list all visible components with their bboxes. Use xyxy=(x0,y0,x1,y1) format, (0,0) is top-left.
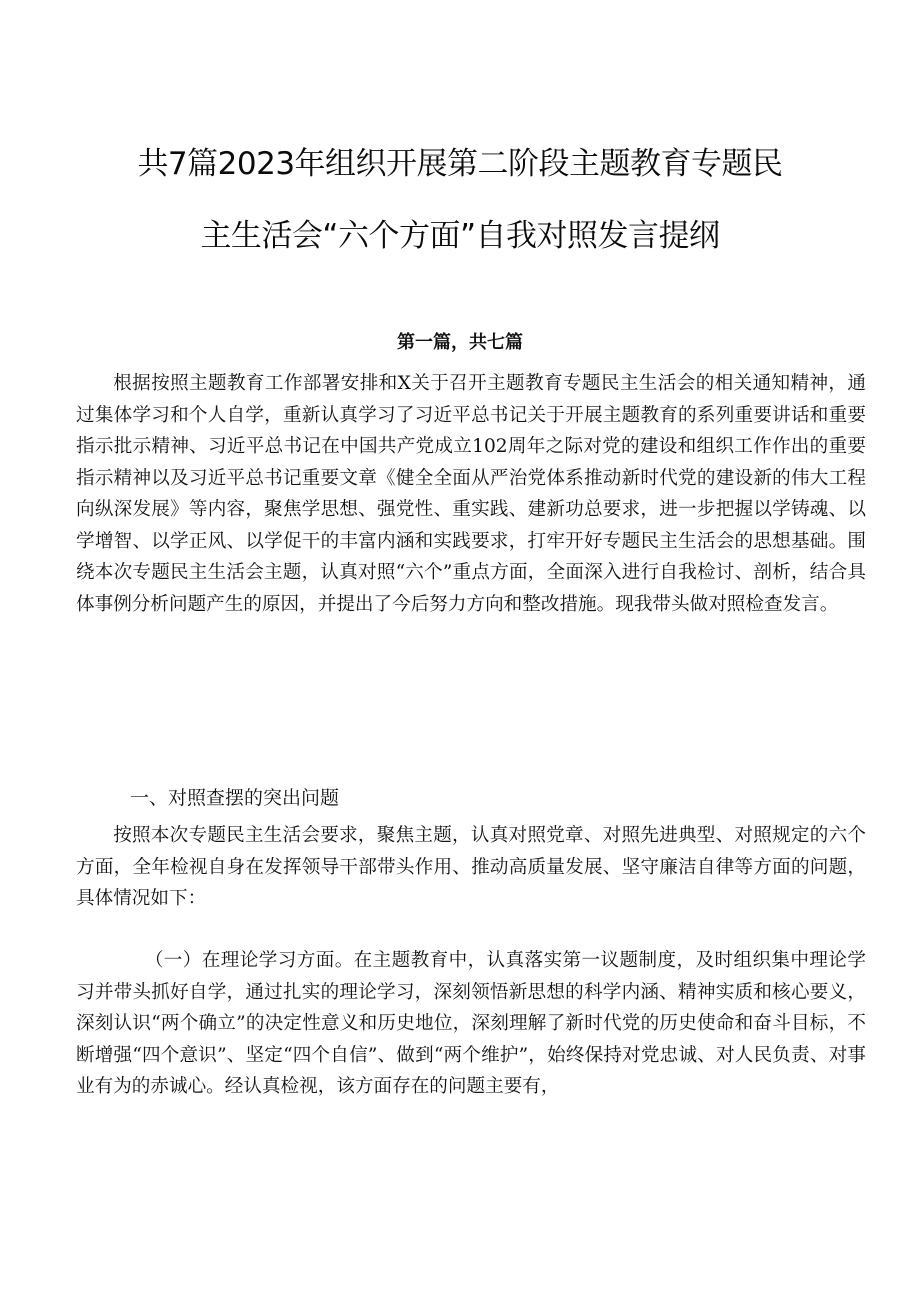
paragraph-intro-block xyxy=(76,368,866,620)
document-title-line-2: 主生活会“六个方面”自我对照发言提纲 xyxy=(200,218,720,254)
paragraph-requirements: 按照本次专题民主生活会要求，聚焦主题，认真对照党章、对照先进典型、对照规定的六个方面，全年检视自身在发挥领导干部带头作用、推动高质量发展、坚守廉洁自律等方面的问题，具体情况如下： xyxy=(76,825,866,909)
paragraph-requirements-block xyxy=(76,820,866,915)
paragraph-theory-study: （一）在理论学习方面。在主题教育中，认真落实第一议题制度，及时组织集中理论学习并带头抓好自学，通过扎实的理论学习，深刻领悟新思想的科学内涵、精神实质和核心要义，深刻认识“两个确立”的决定性意义和历史地位，深刻理解了新时代党的历史使命和奋斗目标，不断增强“四个意识”、坚定“四个自信”、做到“两个维护”，始终保持对党忠诚、对人民负责、对事业有为的赤诚心。经认真检视，该方面存在的问题主要有， xyxy=(76,950,866,1097)
paragraph-intro: 根据按照主题教育工作部署安排和X关于召开主题教育专题民主生活会的相关通知精神，通过集体学习和个人自学，重新认真学习了习近平总书记关于开展主题教育的系列重要讲话和重要指示批示精神、习近平总书记在中国共产党成立102周年之际对党的建设和组织工作作出的重要指示精神以及习近平总书记重要文章《健全全面从严治党体系推动新时代党的建设新的伟大工程向纵深发展》等内容，聚焦学思想、强党性、重实践、建新功总要求，进一步把握以学铸魂、以学增智、以学正风、以学促干的丰富内涵和实践要求，打牢开好专题民主生活会的思想基础。围绕本次专题民主生活会主题，认真对照“六个”重点方面，全面深入进行自我检讨、剖析，结合具体事例分析问题产生的原因，并提出了今后努力方向和整改措施。现我带头做对照检查发言。 xyxy=(76,373,866,615)
paragraph-theory-study-block xyxy=(76,945,866,1103)
section-subtitle: 第一篇，共七篇 xyxy=(397,332,523,353)
document-title-line-1: 共7篇2023年组织开展第二阶段主题教育专题民 xyxy=(137,146,783,182)
section-heading: 一、对照查摆的突出问题 xyxy=(130,787,340,809)
